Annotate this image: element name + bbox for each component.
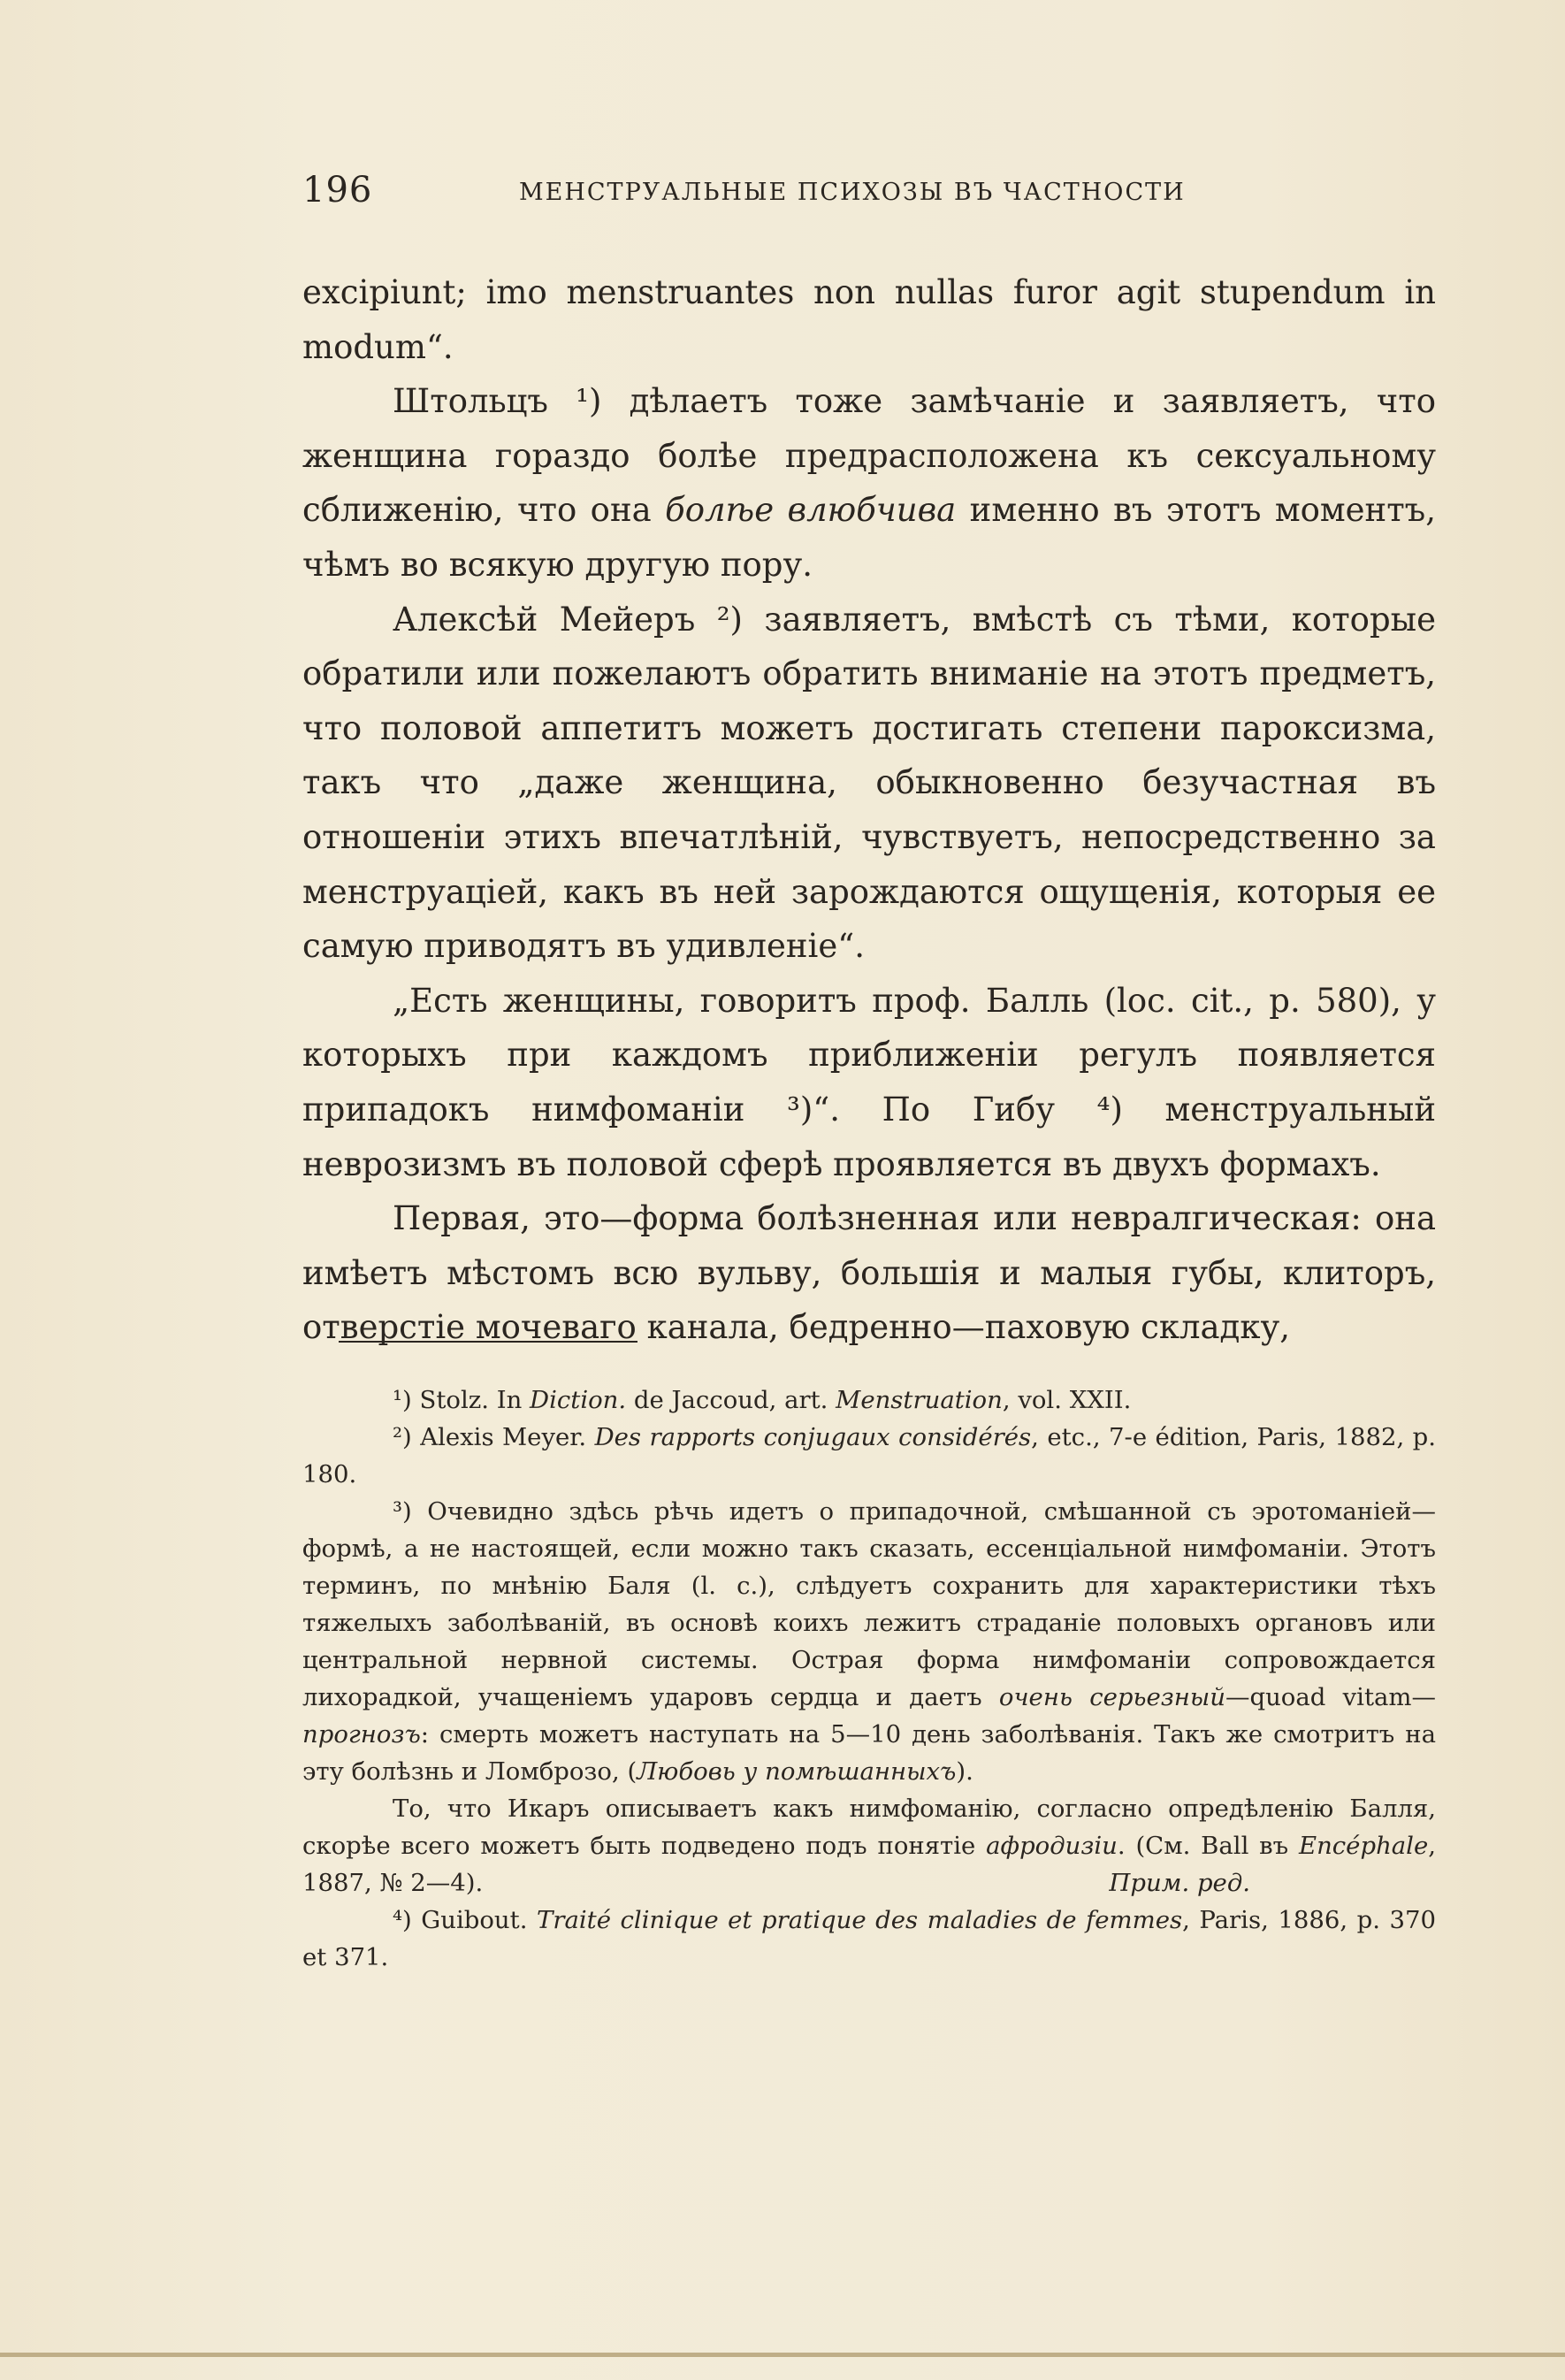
- paragraph-2-emphasis: болѣе влюбчива: [665, 491, 957, 530]
- editor-note-journal: Encéphale: [1299, 1832, 1429, 1860]
- paragraph-1-text: excipiunt; imo menstruantes non nullas furor agit stupendum in modum“.: [302, 273, 1436, 366]
- fn1-text-c: , vol. XXII.: [1002, 1386, 1132, 1414]
- fn3-text-b: —quoad vitam—: [1225, 1683, 1436, 1711]
- paragraph-3: [302, 593, 1436, 974]
- fn1-emphasis-1: Diction.: [530, 1386, 627, 1414]
- fn3-text-a: ³) Очевидно здѣсь рѣчь идетъ о припадочной, смѣшанной съ эротоманіей—формѣ, а не настоящей, если можно такъ сказать, ессенціальной нимфоманіи. Этотъ терминъ, по мнѣнію Баля (l. c.), слѣдуетъ сохранить для характеристики тѣхъ тяжелыхъ заболѣваній, въ основѣ коихъ лежитъ страданіе половыхъ органовъ или центральной нервной системы. Острая форма нимфоманіи сопровождается лихорадкой, учащеніемъ ударовъ сердца и даетъ: [302, 1497, 1436, 1711]
- page-number: 196: [302, 170, 373, 210]
- fn3-emphasis-3: Любовь у помѣшанныхъ: [637, 1757, 957, 1786]
- paragraph-2-text-b: именно въ этотъ моментъ, чѣмъ во всякую другую пору.: [302, 491, 1436, 584]
- editor-note-text-a: То, что Икаръ описываетъ какъ нимфоманію, согласно опредѣленію Балля, скорѣе всего можетъ быть подведено подъ понятіе: [302, 1795, 1436, 1860]
- footnote-3-editor-note: [302, 1790, 1436, 1902]
- editor-note-signature: Прим. ред.: [1109, 1869, 1250, 1897]
- paragraph-5-text: Первая, это—форма болѣзненная или невралгическая: она имѣетъ мѣстомъ всю вульву, большія и малыя губы, клиторъ, отверстіе мочеваго канала, бедренно—паховую складку,: [302, 1199, 1436, 1347]
- footnotes: [302, 1381, 1436, 1976]
- fn2-emphasis: Des rapports conjugaux considérés: [594, 1423, 1032, 1451]
- editor-note-emphasis: афродизіи: [986, 1832, 1118, 1860]
- fn4-emphasis: Traité clinique et pratique des maladies de femmes: [536, 1906, 1183, 1934]
- editor-note-text-b: . (См. Ball въ: [1117, 1832, 1299, 1860]
- footnote-divider: [339, 1341, 637, 1343]
- paragraph-2: [302, 374, 1436, 592]
- running-head: МЕНСТРУАЛЬНЫЕ ПСИХОЗЫ ВЪ ЧАСТНОСТИ: [519, 179, 1186, 206]
- paragraph-5: [302, 1191, 1436, 1355]
- paragraph-4: [302, 974, 1436, 1191]
- fn1-text-b: de Jaccoud, art.: [626, 1386, 836, 1414]
- fn3-text-d: ).: [956, 1757, 973, 1786]
- fn4-text-b: , Paris, 1886, p. 370 et 371.: [302, 1906, 1437, 1971]
- fn2-text-b: , etc., 7-e édition, Paris, 1882, p. 180.: [302, 1423, 1436, 1488]
- paragraph-1: [302, 265, 1436, 374]
- page-header: [302, 170, 1439, 223]
- editor-note-text-c: , 1887, № 2—4).: [302, 1832, 1436, 1897]
- paragraph-3-text: Алексѣй Мейеръ ²) заявляетъ, вмѣстѣ съ тѣми, которые обратили или пожелаютъ обратить вниманіе на этотъ предметъ, что половой аппетитъ можетъ достигать степени пароксизма, такъ что „даже женщина, обыкновенно безучастная въ отношеніи этихъ впечатлѣній, чувствуетъ, непосредственно за менструаціей, какъ въ ней зарождаются ощущенія, которыя ее самую приводятъ въ удивленіе“.: [302, 600, 1436, 966]
- paragraph-4-text: „Есть женщины, говоритъ проф. Балль (loc. cit., p. 580), у которыхъ при каждомъ приближеніи регулъ появляется припадокъ нимфоманіи ³)“. По Гибу ⁴) менструальный неврозизмъ въ половой сферѣ проявляется въ двухъ формахъ.: [302, 981, 1436, 1183]
- fn1-text-a: ¹) Stolz. In: [393, 1386, 531, 1414]
- footnote-4: [302, 1902, 1436, 1976]
- main-text: [302, 265, 1436, 1355]
- fn3-text-c: : смерть можетъ наступать на 5—10 день заболѣванія. Такъ же смотритъ на эту болѣзнь и Ломброзо, (: [302, 1720, 1436, 1786]
- footnote-3: [302, 1493, 1436, 1790]
- footnote-2: [302, 1419, 1436, 1493]
- fn1-emphasis-2: Menstruation: [836, 1386, 1003, 1414]
- paragraph-2-text-a: Штольцъ ¹) дѣлаетъ тоже замѣчаніе и заявляетъ, что женщина гораздо болѣе предрасположена къ сексуальному сближенію, что она: [302, 382, 1436, 530]
- fn3-emphasis-2: прогнозъ: [302, 1720, 421, 1749]
- fn2-text-a: ²) Alexis Meyer.: [393, 1423, 595, 1451]
- fn3-emphasis-1: очень серьезный: [998, 1683, 1225, 1711]
- page-bottom-edge: [0, 2353, 1565, 2357]
- footnote-1: [302, 1381, 1436, 1419]
- fn4-text-a: ⁴) Guibout.: [393, 1906, 537, 1934]
